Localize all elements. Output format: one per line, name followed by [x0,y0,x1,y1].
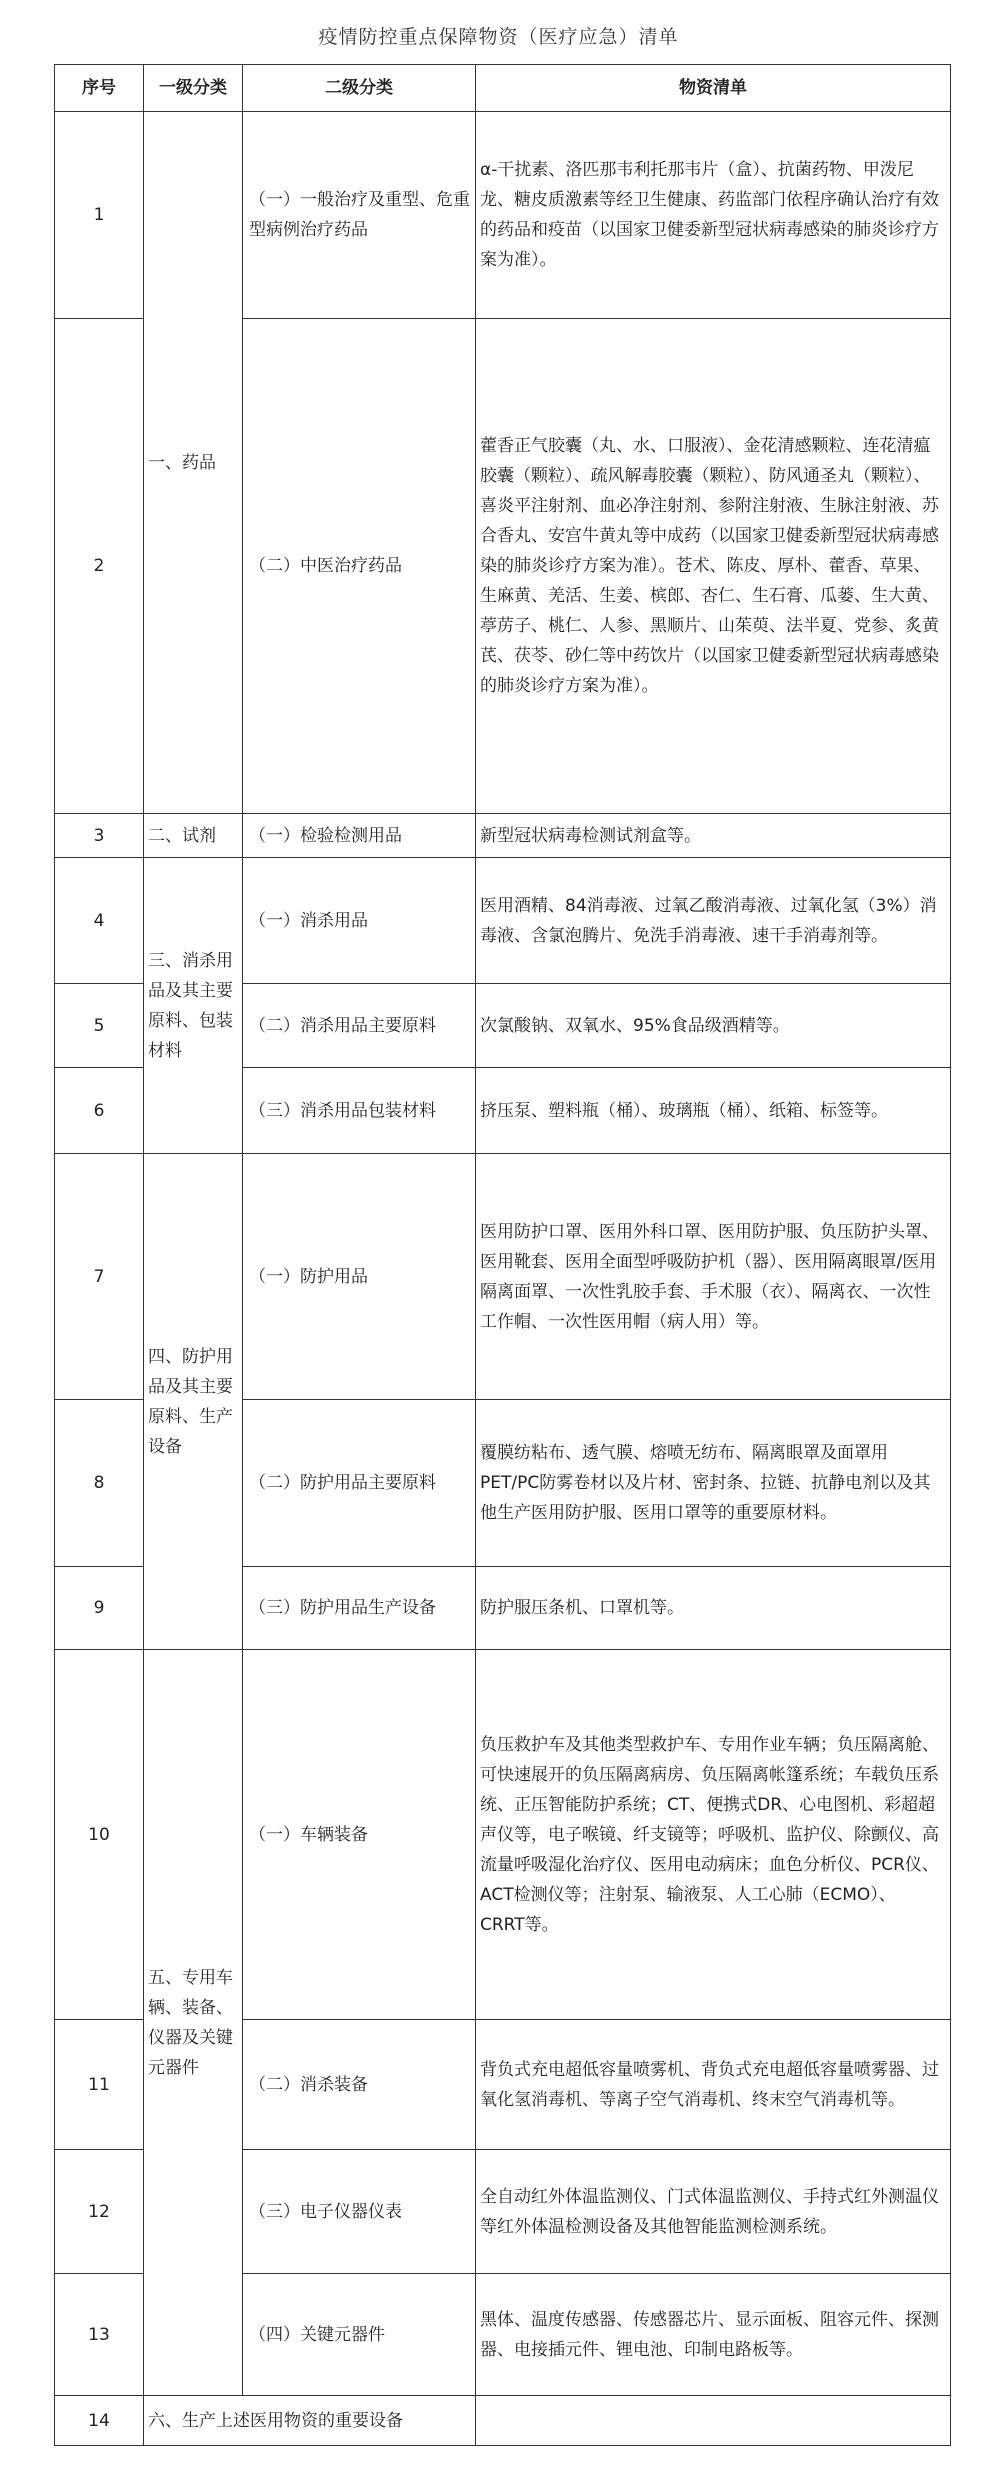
subcategory-cell: （三）电子仪器仪表 [243,2150,476,2274]
items-cell: 负压救护车及其他类型救护车、专用作业车辆；负压隔离舱、可快速展开的负压隔离病房、负压隔离帐篷系统；车载负压系统、正压智能防护系统；CT、便携式DR、心电图机、彩超超声仪等，电子喉镜、纤支镜等；呼吸机、监护仪、除颤仪、高流量呼吸湿化治疗仪、医用电动病床；血色分析仪、PCR仪、ACT检测仪等；注射泵、输液泵、人工心肺（ECMO）、CRRT等。 [476,1650,951,2020]
items-cell: 背负式充电超低容量喷雾机、背负式充电超低容量喷雾器、过氧化氢消毒机、等离子空气消毒机、终末空气消毒机等。 [476,2020,951,2150]
subcategory-cell: （三）防护用品生产设备 [243,1567,476,1650]
header-cat1: 一级分类 [144,65,243,112]
category-3-cell: 三、消杀用品及其主要原料、包装材料 [144,858,243,1154]
subcategory-cell: （二）中医治疗药品 [243,319,476,814]
category-1-cell: 一、药品 [144,112,243,814]
items-cell: 医用酒精、84消毒液、过氧乙酸消毒液、过氧化氢（3%）消毒液、含氯泡腾片、免洗手消毒液、速干手消毒剂等。 [476,858,951,984]
items-cell: 藿香正气胶囊（丸、水、口服液）、金花清感颗粒、连花清瘟胶囊（颗粒）、疏风解毒胶囊（颗粒）、防风通圣丸（颗粒）、喜炎平注射剂、血必净注射剂、参附注射液、生脉注射液、苏合香丸、安宫牛黄丸等中成药（以国家卫健委新型冠状病毒感染的肺炎诊疗方案为准）。苍术、陈皮、厚朴、藿香、草果、生麻黄、羌活、生姜、槟郎、杏仁、生石膏、瓜蒌、生大黄、葶苈子、桃仁、人参、黑顺片、山茱萸、法半夏、党参、炙黄芪、茯苓、砂仁等中药饮片（以国家卫健委新型冠状病毒感染的肺炎诊疗方案为准）。 [476,319,951,814]
subcategory-cell: （一）检验检测用品 [243,814,476,858]
subcategory-cell: （一）防护用品 [243,1154,476,1400]
row-num: 9 [55,1567,144,1650]
subcategory-cell: （一）一般治疗及重型、危重型病例治疗药品 [243,112,476,319]
table-row [55,1650,951,2020]
row-num: 10 [55,1650,144,2020]
row-num: 1 [55,112,144,319]
table-header-row [55,65,951,112]
category-5-cell: 五、专用车辆、装备、仪器及关键元器件 [144,1650,243,2396]
subcategory-cell: （一）消杀用品 [243,858,476,984]
subcategory-cell: （二）防护用品主要原料 [243,1400,476,1567]
row-num: 8 [55,1400,144,1567]
row-num: 12 [55,2150,144,2274]
table-row [55,112,951,319]
supplies-table [54,64,951,2446]
row-num: 13 [55,2274,144,2396]
page-title: 疫情防控重点保障物资（医疗应急）清单 [318,26,679,48]
header-cat2: 二级分类 [243,65,476,112]
items-cell: 新型冠状病毒检测试剂盒等。 [476,814,951,858]
items-cell [476,2396,951,2446]
items-cell: 挤压泵、塑料瓶（桶）、玻璃瓶（桶）、纸箱、标签等。 [476,1068,951,1154]
row-num: 7 [55,1154,144,1400]
subcategory-cell: （二）消杀装备 [243,2020,476,2150]
header-items: 物资清单 [476,65,951,112]
subcategory-cell: （二）消杀用品主要原料 [243,984,476,1068]
row-num: 6 [55,1068,144,1154]
category-4-cell: 四、防护用品及其主要原料、生产设备 [144,1154,243,1650]
items-cell: 次氯酸钠、双氧水、95%食品级酒精等。 [476,984,951,1068]
table-row [55,814,951,858]
items-cell: 全自动红外体温监测仪、门式体温监测仪、手持式红外测温仪等红外体温检测设备及其他智能监测检测系统。 [476,2150,951,2274]
subcategory-cell: （一）车辆装备 [243,1650,476,2020]
table-row [55,1154,951,1400]
table-row [55,2396,951,2446]
row-num: 3 [55,814,144,858]
row-num: 4 [55,858,144,984]
items-cell: 黑体、温度传感器、传感器芯片、显示面板、阻容元件、探测器、电接插元件、锂电池、印制电路板等。 [476,2274,951,2396]
items-cell: 防护服压条机、口罩机等。 [476,1567,951,1650]
row-num: 2 [55,319,144,814]
table-row [55,858,951,984]
subcategory-cell: （三）消杀用品包装材料 [243,1068,476,1154]
items-cell: α-干扰素、洛匹那韦利托那韦片（盒）、抗菌药物、甲泼尼龙、糖皮质激素等经卫生健康、药监部门依程序确认治疗有效的药品和疫苗（以国家卫健委新型冠状病毒感染的肺炎诊疗方案为准）。 [476,112,951,319]
subcategory-cell: （四）关键元器件 [243,2274,476,2396]
items-cell: 覆膜纺粘布、透气膜、熔喷无纺布、隔离眼罩及面罩用PET/PC防雾卷材以及片材、密封条、拉链、抗静电剂以及其他生产医用防护服、医用口罩等的重要原材料。 [476,1400,951,1567]
category-2-cell: 二、试剂 [144,814,243,858]
category-6-cell: 六、生产上述医用物资的重要设备 [144,2396,476,2446]
row-num: 5 [55,984,144,1068]
items-cell: 医用防护口罩、医用外科口罩、医用防护服、负压防护头罩、医用靴套、医用全面型呼吸防护机（器）、医用隔离眼罩/医用隔离面罩、一次性乳胶手套、手术服（衣）、隔离衣、一次性工作帽、一次性医用帽（病人用）等。 [476,1154,951,1400]
row-num: 14 [55,2396,144,2446]
row-num: 11 [55,2020,144,2150]
header-num: 序号 [55,65,144,112]
